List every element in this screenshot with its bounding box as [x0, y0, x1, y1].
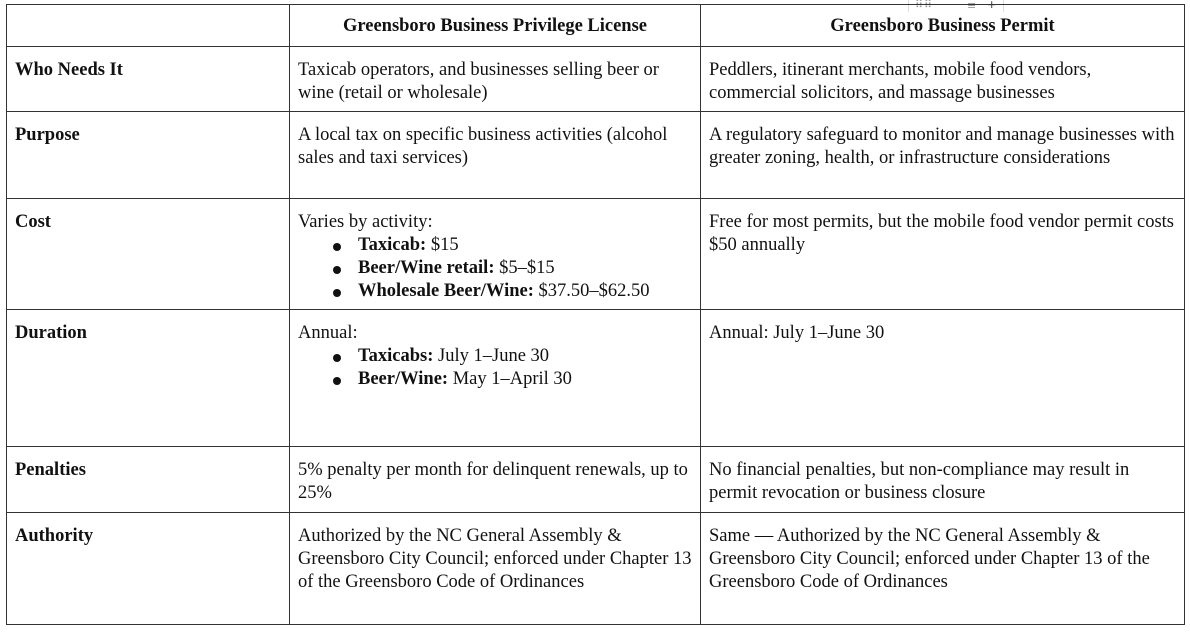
table-row	[7, 112, 1185, 199]
list-item	[330, 280, 692, 303]
permit-cell: A regulatory safeguard to monitor and manage businesses with greater zoning, health, or infrastructure considerations	[701, 112, 1185, 199]
list-item	[330, 234, 692, 257]
row-label: Who Needs It	[7, 47, 290, 112]
list-value: $5–$15	[494, 258, 555, 278]
license-cell: 5% penalty per month for delinquent renewals, up to 25%	[290, 447, 701, 513]
list-item	[330, 345, 692, 368]
filter-menu-icon[interactable]: ≡	[967, 0, 977, 12]
header-cell-license: Greensboro Business Privilege License	[290, 5, 701, 47]
duration-intro: Annual:	[298, 323, 358, 343]
permit-cell: Peddlers, itinerant merchants, mobile food vendors, commercial solicitors, and massage businesses	[701, 47, 1185, 112]
license-cell: Authorized by the NC General Assembly & Greensboro City Council; enforced under Chapter 13 of the Greensboro Code of Ordinances	[290, 513, 701, 625]
license-cell: A local tax on specific business activities (alcohol sales and taxi services)	[290, 112, 701, 199]
list-term: Beer/Wine retail:	[358, 258, 495, 278]
comparison-table	[6, 4, 1185, 625]
permit-cell: Same — Authorized by the NC General Assembly & Greensboro City Council; enforced under Chapter 13 of the Greensboro Code of Ordinances	[701, 513, 1185, 625]
row-label: Penalties	[7, 447, 290, 513]
list-term: Taxicab:	[358, 235, 427, 255]
cost-intro: Varies by activity:	[298, 212, 433, 232]
list-value: $37.50–$62.50	[533, 281, 650, 301]
header-cell-empty	[7, 5, 290, 47]
drag-grip-icon[interactable]: ⠿⠿	[915, 0, 934, 11]
table-row	[7, 310, 1185, 447]
table-row	[7, 199, 1185, 310]
list-value: July 1–June 30	[433, 346, 550, 366]
list-term: Beer/Wine:	[358, 369, 449, 389]
list-item	[330, 257, 692, 280]
add-icon[interactable]: +	[987, 0, 997, 11]
license-cell	[290, 199, 701, 310]
table-row	[7, 47, 1185, 112]
cost-list	[298, 234, 692, 303]
table-row	[7, 513, 1185, 625]
permit-cell: No financial penalties, but non-compliance may result in permit revocation or business closure	[701, 447, 1185, 513]
license-cell	[290, 310, 701, 447]
list-item	[330, 368, 692, 391]
row-label: Duration	[7, 310, 290, 447]
row-label: Authority	[7, 513, 290, 625]
row-label: Cost	[7, 199, 290, 310]
table-row	[7, 447, 1185, 513]
row-label: Purpose	[7, 112, 290, 199]
header-cell-permit: Greensboro Business Permit	[701, 5, 1185, 47]
license-cell: Taxicab operators, and businesses selling beer or wine (retail or wholesale)	[290, 47, 701, 112]
list-value: $15	[426, 235, 459, 255]
list-term: Wholesale Beer/Wine:	[358, 281, 534, 301]
table-header-row	[7, 5, 1185, 47]
list-term: Taxicabs:	[358, 346, 434, 366]
permit-cell: Free for most permits, but the mobile food vendor permit costs $50 annually	[701, 199, 1185, 310]
permit-cell: Annual: July 1–June 30	[701, 310, 1185, 447]
duration-list	[298, 345, 692, 391]
list-value: May 1–April 30	[448, 369, 572, 389]
